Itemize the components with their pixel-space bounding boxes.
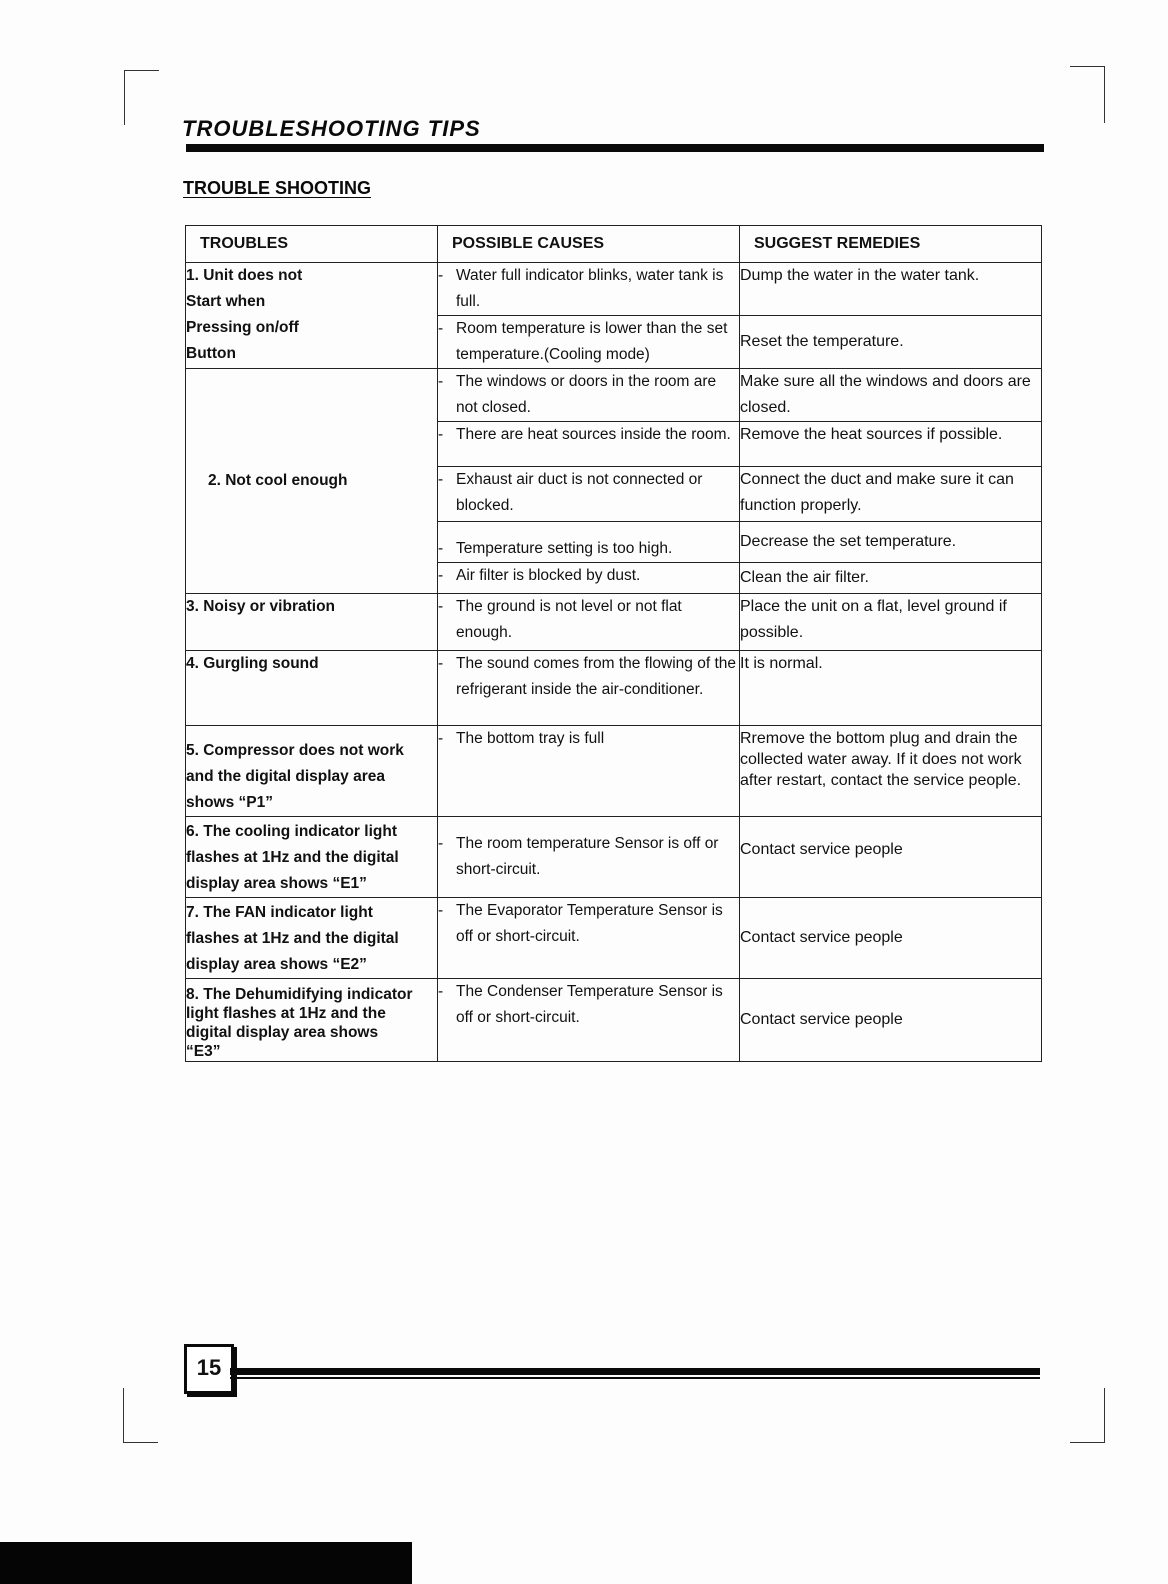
table-row [186, 369, 1042, 422]
trouble-cell [186, 898, 438, 979]
bullet-dash: - [438, 730, 444, 747]
remedy-cell: Decrease the set temperature. [740, 522, 1042, 563]
cause-text: The Condenser Temperature Sensor is off or short-circuit. [456, 983, 723, 1026]
remedy-cell: Dump the water in the water tank. [740, 263, 1042, 316]
cause-text: The bottom tray is full [456, 730, 605, 747]
crop-mark-top-right [1070, 66, 1105, 123]
bullet-dash: - [438, 902, 444, 919]
crop-mark-top-left [124, 70, 159, 125]
scan-artifact-bar [0, 1542, 412, 1584]
remedy-cell: Contact service people [740, 979, 1042, 1062]
bullet-dash: - [438, 471, 444, 488]
footer-rule-thin [230, 1377, 1040, 1379]
table-row [186, 726, 1042, 817]
troubleshooting-table [185, 225, 1042, 1062]
cause-cell [438, 422, 740, 467]
table-row [186, 898, 1042, 979]
remedy-cell: It is normal. [740, 651, 1042, 726]
remedy-cell: Rremove the bottom plug and drain the collected water away. If it does not work after restart, contact the service people. [740, 726, 1042, 817]
cause-cell [438, 369, 740, 422]
cause-text: The Evaporator Temperature Sensor is off or short-circuit. [456, 902, 723, 945]
trouble-text: 6. The cooling indicator light flashes at 1Hz and the digital display area shows “E1” [186, 823, 399, 892]
column-header-remedies: SUGGEST REMEDIES [740, 226, 1042, 263]
cause-cell [438, 898, 740, 979]
page-number: 15 [184, 1344, 234, 1394]
bullet-dash: - [438, 983, 444, 1000]
crop-mark-bottom-right [1070, 1388, 1105, 1443]
bullet-dash: - [438, 655, 444, 672]
table-row [186, 263, 1042, 316]
remedy-cell: Remove the heat sources if possible. [740, 422, 1042, 467]
bullet-dash: - [438, 320, 444, 337]
cause-cell [438, 979, 740, 1062]
header-rule [186, 144, 1044, 152]
column-header-causes: POSSIBLE CAUSES [438, 226, 740, 263]
cause-text: Temperature setting is too high. [456, 540, 673, 557]
cause-text: The room temperature Sensor is off or short-circuit. [456, 835, 719, 878]
cause-text: Air filter is blocked by dust. [456, 567, 641, 584]
cause-cell [438, 467, 740, 522]
table-row [186, 979, 1042, 1062]
cause-cell [438, 817, 740, 898]
cause-text: There are heat sources inside the room. [456, 426, 731, 443]
table-row [186, 594, 1042, 651]
trouble-cell [186, 651, 438, 726]
cause-text: The windows or doors in the room are not closed. [456, 373, 717, 416]
cause-text: Water full indicator blinks, water tank is full. [456, 267, 724, 310]
table-header-row [186, 226, 1042, 263]
trouble-text: 8. The Dehumidifying indicator light flashes at 1Hz and the digital display area shows “E3” [186, 986, 413, 1060]
cause-cell [438, 594, 740, 651]
cause-cell [438, 316, 740, 369]
trouble-cell [186, 594, 438, 651]
trouble-cell [186, 263, 438, 369]
table-row [186, 651, 1042, 726]
bullet-dash: - [438, 567, 444, 584]
trouble-cell [186, 726, 438, 817]
cause-cell [438, 651, 740, 726]
cause-text: The sound comes from the flowing of the refrigerant inside the air-conditioner. [456, 655, 737, 698]
remedy-cell: Contact service people [740, 817, 1042, 898]
cause-cell [438, 263, 740, 316]
remedy-cell: Connect the duct and make sure it can function properly. [740, 467, 1042, 522]
crop-mark-bottom-left [123, 1388, 158, 1443]
section-title: TROUBLE SHOOTING [183, 178, 371, 198]
table-row [186, 817, 1042, 898]
cause-text: Exhaust air duct is not connected or blocked. [456, 471, 703, 514]
trouble-text: 3. Noisy or vibration [186, 598, 336, 615]
column-header-troubles: TROUBLES [186, 226, 438, 263]
trouble-text: 2. Not cool enough [208, 472, 348, 489]
trouble-text: 4. Gurgling sound [186, 655, 319, 672]
remedy-cell: Reset the temperature. [740, 316, 1042, 369]
remedy-cell: Place the unit on a flat, level ground if possible. [740, 594, 1042, 651]
remedy-cell: Clean the air filter. [740, 563, 1042, 594]
cause-text: The ground is not level or not flat enough. [456, 598, 682, 641]
trouble-text: 7. The FAN indicator light flashes at 1Hz and the digital display area shows “E2” [186, 904, 399, 973]
trouble-text: 5. Compressor does not work and the digital display area shows “P1” [186, 742, 404, 811]
remedy-cell: Contact service people [740, 898, 1042, 979]
cause-cell [438, 522, 740, 563]
remedy-cell: Make sure all the windows and doors are closed. [740, 369, 1042, 422]
trouble-cell [186, 979, 438, 1062]
bullet-dash: - [438, 373, 444, 390]
trouble-cell [186, 817, 438, 898]
cause-text: Room temperature is lower than the set temperature.(Cooling mode) [456, 320, 728, 363]
cause-cell [438, 726, 740, 817]
trouble-text: 1. Unit does not Start when Pressing on/off Button [186, 267, 303, 362]
page-title: TROUBLESHOOTING TIPS [182, 116, 481, 141]
footer-rule [230, 1368, 1040, 1375]
bullet-dash: - [438, 426, 444, 443]
bullet-dash: - [438, 540, 444, 557]
cause-cell [438, 563, 740, 594]
trouble-cell [186, 369, 438, 594]
bullet-dash: - [438, 835, 444, 852]
bullet-dash: - [438, 598, 444, 615]
bullet-dash: - [438, 267, 444, 284]
